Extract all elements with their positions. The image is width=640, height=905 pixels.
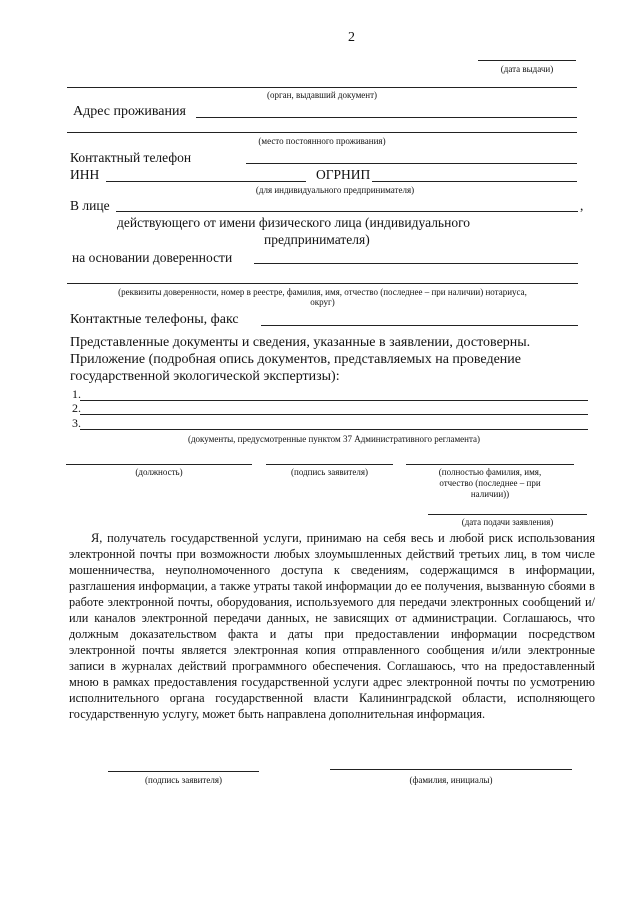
- inn-label: ИНН: [70, 167, 100, 182]
- position-caption: (должность): [135, 467, 183, 477]
- issuing-body-line: [67, 87, 577, 88]
- poa-caption-2: округ): [310, 297, 335, 307]
- sole-proprietor-caption: (для индивидуального предпринимателя): [255, 185, 415, 195]
- bottom-name-caption: (фамилия, инициалы): [409, 775, 493, 785]
- issue-date-caption: (дата выдачи): [500, 64, 554, 74]
- attachment-line-1: Приложение (подробная опись документов, представляемых на проведение: [70, 352, 522, 367]
- address-label: Адрес проживания: [73, 104, 186, 119]
- position-line: [66, 464, 252, 465]
- phones-fax-line: [261, 325, 578, 326]
- attachment-item-number: 3.: [72, 416, 81, 430]
- signature-caption: (подпись заявителя): [291, 467, 368, 477]
- address-line-2: [67, 132, 577, 133]
- full-name-line: [406, 464, 574, 465]
- attachment-item-number: 2.: [72, 401, 81, 415]
- acting-line-2: предпринимателя): [264, 232, 370, 247]
- attachment-item-line: [80, 400, 588, 401]
- poa-caption-1: (реквизиты доверенности, номер в реестре, фамилия, имя, отчество (последнее – при наличии) нотариуса,: [118, 287, 527, 297]
- inn-line: [106, 181, 306, 182]
- full-name-caption-2: отчество (последнее – при: [439, 478, 541, 488]
- residence-caption: (место постоянного проживания): [258, 136, 386, 146]
- acting-line-1: действующего от имени физического лица (индивидуального: [117, 215, 471, 230]
- full-name-caption-1: (полностью фамилия, имя,: [438, 467, 542, 477]
- attachment-line-2: государственной экологической экспертизы):: [70, 369, 340, 384]
- issuing-body-caption: (орган, выдавший документ): [266, 90, 378, 100]
- ogrnip-label: ОГРНИП: [316, 167, 371, 182]
- bottom-name-line: [330, 769, 572, 770]
- phone-line: [246, 163, 577, 164]
- attachment-item-line: [80, 429, 588, 430]
- attachment-item-number: 1.: [72, 387, 81, 401]
- ogrnip-line: [372, 181, 577, 182]
- attachment-item-line: [80, 414, 588, 415]
- person-label: В лице: [70, 198, 110, 213]
- submission-date-caption: (дата подачи заявления): [461, 517, 554, 527]
- bottom-signature-line: [108, 771, 259, 772]
- poa-line-2: [67, 283, 578, 284]
- phones-fax-label: Контактные телефоны, факс: [70, 312, 239, 327]
- full-name-caption-3: наличии)): [470, 489, 510, 499]
- documents-note-caption: (документы, предусмотренные пунктом 37 Административного регламента): [187, 434, 481, 444]
- consent-paragraph: Я, получатель государственной услуги, принимаю на себя весь и любой риск использования электронной почты при возможности любых злоумышленных действий третьих лиц, в том числе мошенничества, неуполномоченного доступа к сведениям, содержащимся в информации, разглашения информации, а также утраты такой информации до ее получения, вызванную сбоями в работе электронной почты, оборудования, используемого для передачи электронных сообщений и/или каналов электронной передачи данных, не зависящих от администрации. Соглашаюсь, что должным доказательством факта и даты при предоставлении информации посредством электронной почты является электронная копия отправленного сообщения и/или электронные записи в журналах действий программного обеспечения. Соглашаюсь, что на предоставленный мною в рамках предоставления государственной услуги адрес электронной почты по усмотрению исполнительного органа государственной власти Калининградской области, исполняющего государственную услугу, может быть направлена дополнительная информация.: [69, 531, 595, 721]
- phone-label: Контактный телефон: [70, 150, 192, 165]
- page-number: 2: [348, 30, 355, 45]
- submission-date-line: [428, 514, 587, 515]
- address-line: [196, 117, 577, 118]
- poa-label: на основании доверенности: [72, 250, 233, 265]
- issue-date-line: [478, 60, 576, 61]
- poa-line: [254, 263, 578, 264]
- signature-line: [266, 464, 393, 465]
- person-line: [116, 211, 578, 212]
- person-comma: ,: [580, 198, 584, 213]
- statement-text: Представленные документы и сведения, указанные в заявлении, достоверны.: [70, 335, 531, 350]
- bottom-signature-caption: (подпись заявителя): [145, 775, 222, 785]
